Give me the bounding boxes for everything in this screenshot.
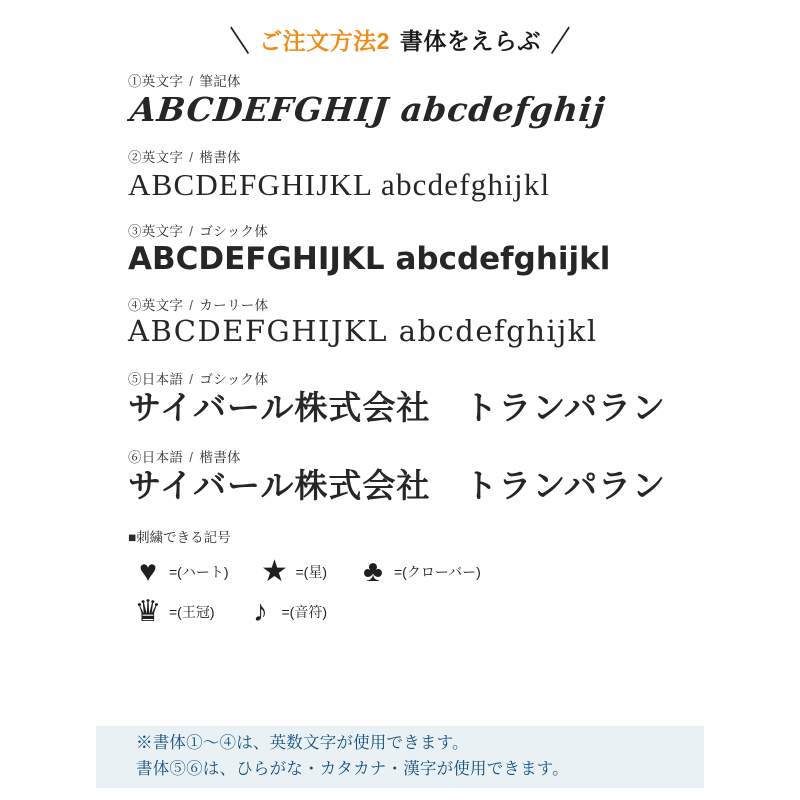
font-sample-6 xyxy=(128,446,800,512)
font-sample-5 xyxy=(128,368,800,434)
font-sample-style-3: ゴシック体 xyxy=(199,224,269,239)
font-sample-label-6 xyxy=(128,446,800,466)
font-sample-text-2: ABCDEFGHIJKL abcdefghijkl xyxy=(128,167,551,202)
font-sample-text-1: ABCDEFGHIJ abcdefghij xyxy=(128,90,608,129)
font-sample-number-6: ⑥日本語 xyxy=(128,450,184,465)
font-sample-style-6: 楷書体 xyxy=(199,450,241,465)
symbol-label-star: =(星) xyxy=(295,564,327,580)
font-sample-label-3 xyxy=(128,220,800,240)
font-sample-style-1: 筆記体 xyxy=(199,74,241,89)
symbol-item-star xyxy=(255,554,328,590)
music-note-icon: ♪ xyxy=(253,595,268,628)
font-sample-style-5: ゴシック体 xyxy=(199,372,269,387)
symbol-row-1 xyxy=(128,552,800,592)
embroidery-symbols-section xyxy=(0,526,800,632)
font-sample-separator-4: / xyxy=(189,298,194,313)
decoration-right-slash: ／ xyxy=(550,26,570,58)
font-sample-number-4: ④英文字 xyxy=(128,298,184,313)
crown-icon: ♛ xyxy=(134,595,162,628)
font-sample-number-3: ③英文字 xyxy=(128,224,184,239)
clover-icon: ♣ xyxy=(363,555,383,588)
font-sample-label-2 xyxy=(128,146,800,166)
page-header xyxy=(0,0,800,56)
decoration-left-slash: ＼ xyxy=(230,26,250,58)
footer-note xyxy=(96,726,704,788)
font-sample-separator-2: / xyxy=(189,150,194,165)
font-sample-text-4: ABCDEFGHIJKL abcdefghijkl xyxy=(128,314,598,348)
page-title-highlight: ご注文方法2 xyxy=(259,27,390,54)
symbol-label-heart: =(ハート) xyxy=(169,564,229,580)
font-sample-separator-5: / xyxy=(189,372,194,387)
font-sample-number-2: ②英文字 xyxy=(128,150,184,165)
footer-note-line-2: 書体⑤⑥は、ひらがな・カタカナ・漢字が使用できます。 xyxy=(136,760,569,778)
font-sample-number-1: ①英文字 xyxy=(128,74,184,89)
font-sample-separator-6: / xyxy=(189,450,194,465)
font-sample-2 xyxy=(128,146,800,208)
font-sample-separator-1: / xyxy=(189,74,194,89)
symbol-label-clover: =(クローバー) xyxy=(394,564,481,580)
font-sample-separator-3: / xyxy=(189,224,194,239)
font-sample-style-4: カーリー体 xyxy=(199,298,269,313)
font-sample-text-5: サイバール株式会社 トランパラン xyxy=(128,388,667,427)
star-icon: ★ xyxy=(261,555,288,588)
symbol-row-2 xyxy=(128,592,800,632)
font-sample-style-2: 楷書体 xyxy=(199,150,241,165)
symbol-label-crown: =(王冠) xyxy=(169,604,215,620)
font-sample-label-4 xyxy=(128,294,800,314)
symbol-item-crown xyxy=(128,594,215,630)
symbol-item-music-note xyxy=(241,594,328,630)
symbol-item-heart xyxy=(128,554,229,590)
footer-note-line-1: ※書体①〜④は、英数文字が使用できます。 xyxy=(136,734,469,753)
page-title: 書体をえらぶ xyxy=(399,27,541,54)
font-sample-4 xyxy=(128,294,800,356)
font-sample-1 xyxy=(128,70,800,134)
heart-icon: ♥ xyxy=(139,555,157,588)
font-sample-label-5 xyxy=(128,368,800,388)
font-sample-text-3: ABCDEFGHIJKL abcdefghijkl xyxy=(128,241,611,277)
symbol-item-clover xyxy=(353,554,481,590)
font-sample-number-5: ⑤日本語 xyxy=(128,372,184,387)
font-sample-3 xyxy=(128,220,800,282)
font-sample-list xyxy=(0,70,800,512)
embroidery-symbols-title: ■刺繍できる記号 xyxy=(128,530,231,545)
font-sample-label-1 xyxy=(128,70,800,90)
font-sample-text-6: サイバール株式会社 トランパラン xyxy=(128,466,667,505)
symbol-label-music-note: =(音符) xyxy=(281,604,327,620)
